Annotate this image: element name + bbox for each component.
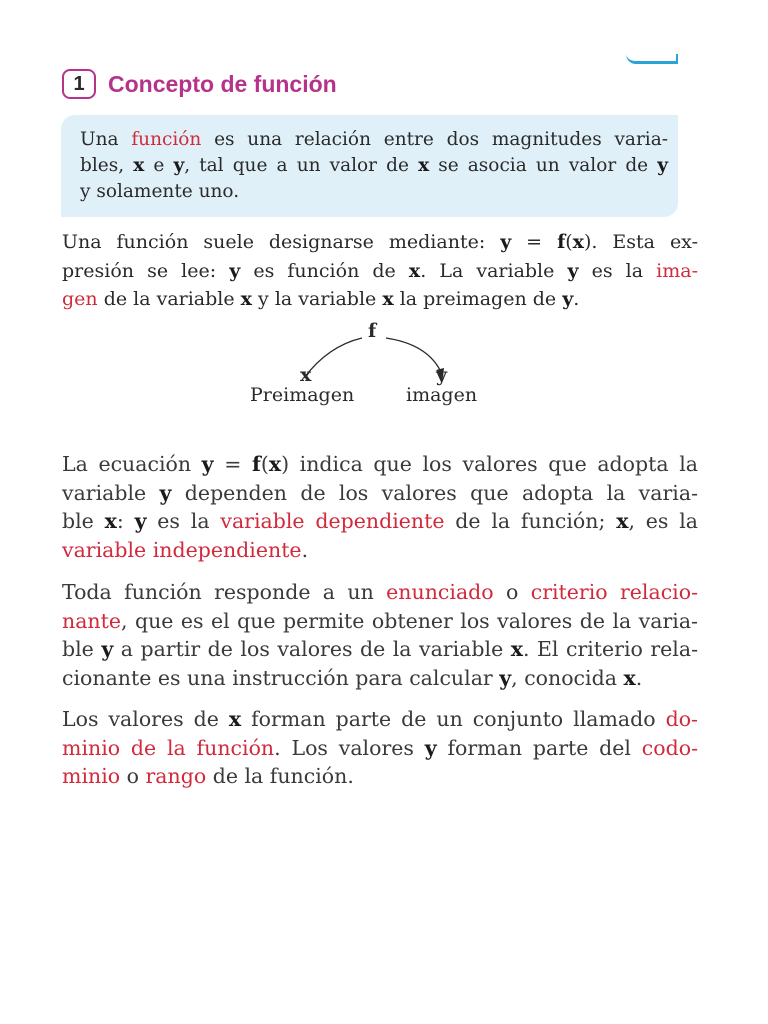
term-rango: rango [145, 764, 207, 788]
corner-decoration [626, 54, 678, 64]
text-line: La ecuación y = f(x) indica que los valores que adopta la [62, 452, 698, 476]
text-line: minio de la función. Los valores y forman parte del codo- [62, 735, 699, 760]
text-line: cionante es una instrucción para calcular y, conocida x. [62, 665, 643, 690]
section-header [62, 66, 337, 102]
paragraph-criterion [62, 578, 698, 692]
term-funcion: función [131, 129, 202, 150]
paragraph-notation [62, 228, 698, 314]
term-criterio: criterio relacio- [530, 580, 699, 604]
text-line: Toda función responde a un enunciado o criterio relacio- [62, 580, 699, 604]
definition-box [61, 115, 678, 217]
text-line: gen de la variable x y la variable x la preimagen de y. [62, 288, 580, 310]
definition-line: y solamente uno. [80, 181, 240, 202]
term-dominio: do- [665, 707, 698, 731]
term-variable-dependiente: variable dependiente [220, 509, 445, 533]
text-line: nante, que es el que permite obtener los valores de la varia- [62, 608, 698, 633]
text-line: Los valores de x forman parte de un conjunto llamado do- [62, 707, 698, 731]
image-label: imagen [406, 384, 478, 406]
function-diagram [240, 318, 500, 418]
text-line: variable independiente. [62, 537, 309, 562]
definition-line: Una función es una relación entre dos magnitudes varia- [80, 129, 669, 150]
text-line: ble x: y es la variable dependiente de la función; x, es la [62, 509, 698, 533]
paragraph-domain [62, 705, 698, 791]
text-line: minio o rango de la función. [62, 764, 354, 788]
text-line: Una función suele designarse mediante: y = f(x). Esta ex- [62, 231, 698, 253]
text-line: presión se lee: y es función de x. La variable y es la ima- [62, 259, 698, 282]
preimage-label: Preimagen [250, 384, 355, 406]
text-line: ble y a partir de los valores de la variable x. El criterio rela- [62, 637, 698, 661]
section-number: 1 [62, 69, 96, 99]
definition-line: bles, x e y, tal que a un valor de x se asocia un valor de y [80, 155, 668, 176]
term-variable-independiente: variable independiente [62, 537, 302, 562]
text-line: variable y dependen de los valores que adopta la varia- [62, 480, 698, 505]
variable-label-x: x [300, 364, 312, 386]
variable-label-y: y [436, 364, 448, 386]
term-codominio: codo- [641, 735, 699, 760]
paragraph-equation [62, 450, 698, 564]
section-title: Concepto de función [108, 70, 337, 97]
function-label-f: f [368, 320, 377, 342]
term-enunciado: enunciado [386, 580, 494, 604]
